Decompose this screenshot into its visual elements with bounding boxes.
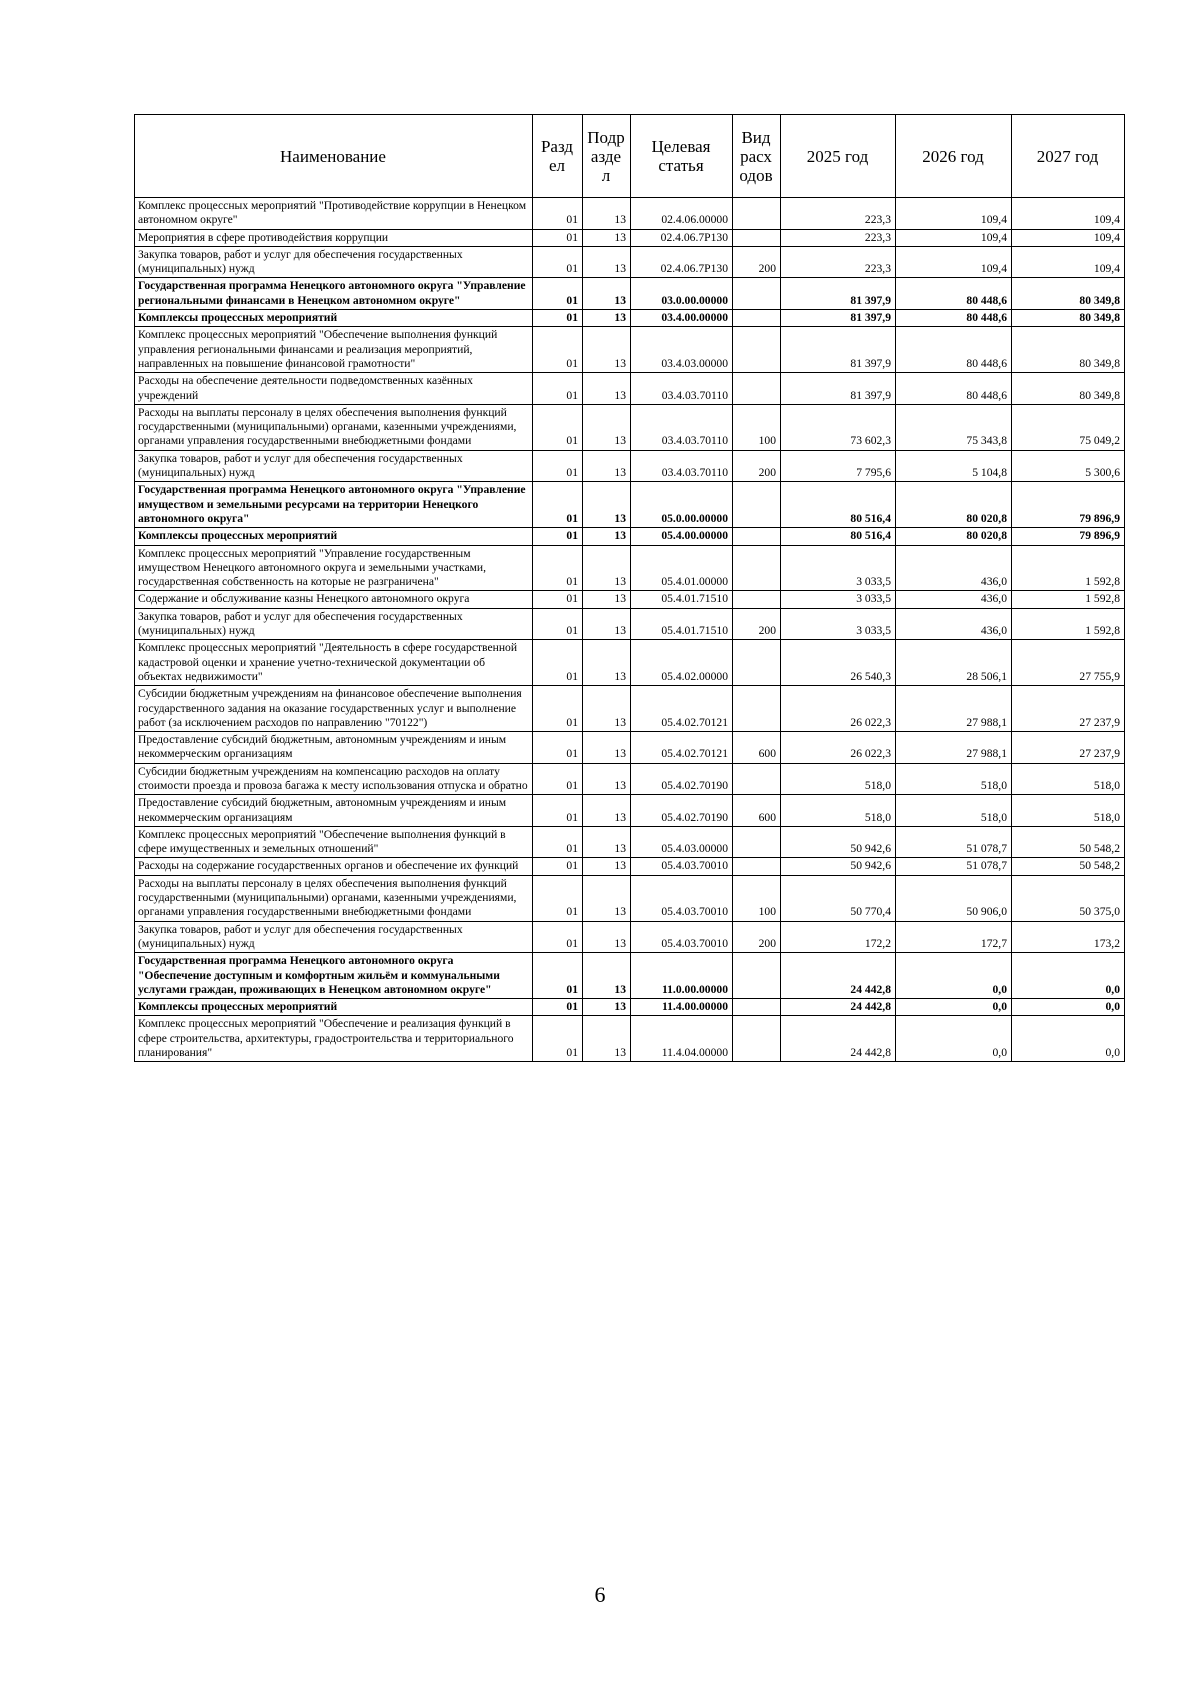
row-target-article: 03.4.03.70110 xyxy=(631,373,733,405)
row-podrazdel: 13 xyxy=(583,640,631,686)
row-target-article: 11.4.00.00000 xyxy=(631,999,733,1016)
row-value-2026: 109,4 xyxy=(896,198,1012,230)
row-name: Мероприятия в сфере противодействия коррупции xyxy=(135,229,533,246)
row-name: Комплекс процессных мероприятий "Обеспечение выполнения функций управления региональными финансами и реализация мероприятий, направленных на повышение финансовой грамотности" xyxy=(135,327,533,373)
row-razdel: 01 xyxy=(533,246,583,278)
row-value-2025: 73 602,3 xyxy=(781,404,896,450)
row-value-2027: 80 349,8 xyxy=(1012,278,1125,310)
row-podrazdel: 13 xyxy=(583,1016,631,1062)
row-razdel: 01 xyxy=(533,999,583,1016)
row-podrazdel: 13 xyxy=(583,686,631,732)
row-value-2025: 24 442,8 xyxy=(781,999,896,1016)
row-expense-type: 100 xyxy=(733,404,781,450)
row-value-2026: 80 448,6 xyxy=(896,327,1012,373)
row-podrazdel: 13 xyxy=(583,310,631,327)
row-name: Государственная программа Ненецкого автономного округа "Обеспечение доступным и комфортным жильём и коммунальными услугами граждан, проживающих в Ненецком автономном округе" xyxy=(135,953,533,999)
table-row xyxy=(135,921,1125,953)
row-value-2027: 80 349,8 xyxy=(1012,327,1125,373)
row-value-2025: 81 397,9 xyxy=(781,327,896,373)
row-razdel: 01 xyxy=(533,373,583,405)
row-name: Комплексы процессных мероприятий xyxy=(135,999,533,1016)
row-name: Содержание и обслуживание казны Ненецкого автономного округа xyxy=(135,591,533,608)
row-podrazdel: 13 xyxy=(583,999,631,1016)
row-value-2025: 172,2 xyxy=(781,921,896,953)
row-value-2026: 5 104,8 xyxy=(896,450,1012,482)
row-razdel: 01 xyxy=(533,953,583,999)
row-razdel: 01 xyxy=(533,826,583,858)
row-value-2026: 109,4 xyxy=(896,246,1012,278)
row-razdel: 01 xyxy=(533,545,583,591)
row-value-2025: 81 397,9 xyxy=(781,310,896,327)
row-value-2026: 436,0 xyxy=(896,591,1012,608)
row-podrazdel: 13 xyxy=(583,450,631,482)
row-target-article: 02.4.06.7Р130 xyxy=(631,229,733,246)
header-year-2025: 2025 год xyxy=(781,115,896,198)
row-value-2025: 81 397,9 xyxy=(781,278,896,310)
row-value-2027: 80 349,8 xyxy=(1012,310,1125,327)
row-name: Комплекс процессных мероприятий "Деятельность в сфере государственной кадастровой оценки и хранение учетно-технической документации об объектах недвижимости" xyxy=(135,640,533,686)
row-expense-type xyxy=(733,545,781,591)
row-value-2026: 27 988,1 xyxy=(896,732,1012,764)
page-number: 6 xyxy=(594,1582,606,1607)
table-row xyxy=(135,640,1125,686)
row-value-2027: 0,0 xyxy=(1012,1016,1125,1062)
row-value-2025: 223,3 xyxy=(781,198,896,230)
row-value-2027: 518,0 xyxy=(1012,795,1125,827)
row-expense-type xyxy=(733,953,781,999)
row-name: Расходы на выплаты персоналу в целях обеспечения выполнения функций государственными (муниципальными) органами, казенными учреждениями, органами управления государственными внебюджетными фондами xyxy=(135,875,533,921)
row-value-2026: 436,0 xyxy=(896,545,1012,591)
row-name: Расходы на выплаты персоналу в целях обеспечения выполнения функций государственными (муниципальными) органами, казенными учреждениями, органами управления государственными внебюджетными фондами xyxy=(135,404,533,450)
row-value-2027: 0,0 xyxy=(1012,999,1125,1016)
row-expense-type xyxy=(733,198,781,230)
header-podrazdel: Подр азде л xyxy=(583,115,631,198)
row-value-2027: 75 049,2 xyxy=(1012,404,1125,450)
row-target-article: 05.4.02.70121 xyxy=(631,732,733,764)
row-target-article: 05.4.02.70190 xyxy=(631,795,733,827)
row-razdel: 01 xyxy=(533,608,583,640)
row-podrazdel: 13 xyxy=(583,545,631,591)
row-razdel: 01 xyxy=(533,686,583,732)
row-target-article: 05.4.00.00000 xyxy=(631,528,733,545)
row-podrazdel: 13 xyxy=(583,404,631,450)
row-value-2027: 173,2 xyxy=(1012,921,1125,953)
row-expense-type: 200 xyxy=(733,246,781,278)
table-row xyxy=(135,327,1125,373)
row-expense-type xyxy=(733,763,781,795)
row-value-2027: 109,4 xyxy=(1012,246,1125,278)
row-value-2026: 80 448,6 xyxy=(896,373,1012,405)
row-value-2025: 518,0 xyxy=(781,795,896,827)
row-podrazdel: 13 xyxy=(583,482,631,528)
row-razdel: 01 xyxy=(533,732,583,764)
row-expense-type: 200 xyxy=(733,921,781,953)
row-podrazdel: 13 xyxy=(583,732,631,764)
row-name: Комплекс процессных мероприятий "Управление государственным имуществом Ненецкого автономного округа и земельными участками, государственная собственность на которые не разграничена" xyxy=(135,545,533,591)
row-value-2027: 1 592,8 xyxy=(1012,591,1125,608)
row-value-2026: 80 448,6 xyxy=(896,310,1012,327)
row-expense-type xyxy=(733,1016,781,1062)
row-value-2027: 518,0 xyxy=(1012,763,1125,795)
row-razdel: 01 xyxy=(533,310,583,327)
row-value-2025: 26 022,3 xyxy=(781,686,896,732)
row-expense-type: 200 xyxy=(733,450,781,482)
table-row xyxy=(135,732,1125,764)
row-podrazdel: 13 xyxy=(583,327,631,373)
table-row xyxy=(135,482,1125,528)
row-value-2025: 518,0 xyxy=(781,763,896,795)
table-row xyxy=(135,404,1125,450)
table-row xyxy=(135,953,1125,999)
row-razdel: 01 xyxy=(533,404,583,450)
row-value-2026: 0,0 xyxy=(896,999,1012,1016)
row-podrazdel: 13 xyxy=(583,763,631,795)
table-row xyxy=(135,763,1125,795)
table-row xyxy=(135,246,1125,278)
row-target-article: 11.0.00.00000 xyxy=(631,953,733,999)
header-name: Наименование xyxy=(135,115,533,198)
table-row xyxy=(135,373,1125,405)
row-expense-type xyxy=(733,640,781,686)
row-value-2025: 50 770,4 xyxy=(781,875,896,921)
row-value-2026: 28 506,1 xyxy=(896,640,1012,686)
row-podrazdel: 13 xyxy=(583,921,631,953)
row-razdel: 01 xyxy=(533,763,583,795)
row-value-2026: 0,0 xyxy=(896,1016,1012,1062)
row-target-article: 05.4.02.00000 xyxy=(631,640,733,686)
row-expense-type xyxy=(733,686,781,732)
row-podrazdel: 13 xyxy=(583,198,631,230)
row-expense-type xyxy=(733,373,781,405)
row-value-2025: 24 442,8 xyxy=(781,1016,896,1062)
row-name: Закупка товаров, работ и услуг для обеспечения государственных (муниципальных) нужд xyxy=(135,921,533,953)
row-value-2026: 109,4 xyxy=(896,229,1012,246)
table-row xyxy=(135,1016,1125,1062)
row-target-article: 05.4.03.70010 xyxy=(631,858,733,875)
row-value-2027: 5 300,6 xyxy=(1012,450,1125,482)
row-razdel: 01 xyxy=(533,450,583,482)
row-expense-type xyxy=(733,826,781,858)
row-podrazdel: 13 xyxy=(583,373,631,405)
row-value-2026: 80 448,6 xyxy=(896,278,1012,310)
row-value-2026: 80 020,8 xyxy=(896,482,1012,528)
row-target-article: 05.4.02.70121 xyxy=(631,686,733,732)
row-podrazdel: 13 xyxy=(583,875,631,921)
row-podrazdel: 13 xyxy=(583,826,631,858)
row-name: Государственная программа Ненецкого автономного округа "Управление имуществом и земельными ресурсами на территории Ненецкого автономного округа" xyxy=(135,482,533,528)
row-value-2025: 223,3 xyxy=(781,246,896,278)
row-razdel: 01 xyxy=(533,198,583,230)
table-row xyxy=(135,278,1125,310)
table-row xyxy=(135,310,1125,327)
row-target-article: 03.4.03.70110 xyxy=(631,404,733,450)
row-value-2026: 75 343,8 xyxy=(896,404,1012,450)
row-razdel: 01 xyxy=(533,591,583,608)
table-row xyxy=(135,450,1125,482)
row-name: Государственная программа Ненецкого автономного округа "Управление региональными финансами в Ненецком автономном округе" xyxy=(135,278,533,310)
row-podrazdel: 13 xyxy=(583,528,631,545)
row-name: Комплекс процессных мероприятий "Обеспечение и реализация функций в сфере строительства, архитектуры, градостроительства и территориального планирования" xyxy=(135,1016,533,1062)
row-target-article: 05.4.03.70010 xyxy=(631,921,733,953)
row-name: Субсидии бюджетным учреждениям на финансовое обеспечение выполнения государственного задания на оказание государственных услуг и выполнение работ (за исключением расходов по направлению "70122") xyxy=(135,686,533,732)
table-row xyxy=(135,875,1125,921)
row-name: Комплекс процессных мероприятий "Противодействие коррупции в Ненецком автономном округе" xyxy=(135,198,533,230)
header-year-2027: 2027 год xyxy=(1012,115,1125,198)
row-value-2026: 27 988,1 xyxy=(896,686,1012,732)
row-value-2025: 3 033,5 xyxy=(781,545,896,591)
table-row xyxy=(135,686,1125,732)
row-value-2027: 27 755,9 xyxy=(1012,640,1125,686)
row-value-2025: 81 397,9 xyxy=(781,373,896,405)
row-value-2027: 50 375,0 xyxy=(1012,875,1125,921)
row-target-article: 11.4.04.00000 xyxy=(631,1016,733,1062)
table-row xyxy=(135,795,1125,827)
row-value-2026: 518,0 xyxy=(896,795,1012,827)
row-target-article: 03.4.03.00000 xyxy=(631,327,733,373)
row-expense-type xyxy=(733,591,781,608)
row-expense-type xyxy=(733,482,781,528)
row-razdel: 01 xyxy=(533,640,583,686)
budget-table xyxy=(134,114,1125,1062)
row-target-article: 02.4.06.7Р130 xyxy=(631,246,733,278)
row-value-2025: 50 942,6 xyxy=(781,858,896,875)
row-name: Комплексы процессных мероприятий xyxy=(135,310,533,327)
row-podrazdel: 13 xyxy=(583,246,631,278)
row-name: Субсидии бюджетным учреждениям на компенсацию расходов на оплату стоимости проезда и провоза багажа к месту использования отпуска и обратно xyxy=(135,763,533,795)
row-value-2026: 50 906,0 xyxy=(896,875,1012,921)
header-year-2026: 2026 год xyxy=(896,115,1012,198)
row-podrazdel: 13 xyxy=(583,278,631,310)
row-target-article: 02.4.06.00000 xyxy=(631,198,733,230)
row-expense-type: 100 xyxy=(733,875,781,921)
row-podrazdel: 13 xyxy=(583,953,631,999)
row-name: Закупка товаров, работ и услуг для обеспечения государственных (муниципальных) нужд xyxy=(135,246,533,278)
row-name: Закупка товаров, работ и услуг для обеспечения государственных (муниципальных) нужд xyxy=(135,450,533,482)
row-value-2025: 80 516,4 xyxy=(781,528,896,545)
row-podrazdel: 13 xyxy=(583,591,631,608)
row-value-2025: 7 795,6 xyxy=(781,450,896,482)
row-value-2027: 1 592,8 xyxy=(1012,608,1125,640)
row-value-2027: 79 896,9 xyxy=(1012,482,1125,528)
row-razdel: 01 xyxy=(533,229,583,246)
row-target-article: 05.0.00.00000 xyxy=(631,482,733,528)
row-value-2025: 3 033,5 xyxy=(781,608,896,640)
row-target-article: 03.4.00.00000 xyxy=(631,310,733,327)
row-expense-type xyxy=(733,858,781,875)
table-row xyxy=(135,545,1125,591)
row-expense-type xyxy=(733,327,781,373)
row-value-2027: 109,4 xyxy=(1012,198,1125,230)
row-expense-type xyxy=(733,229,781,246)
row-razdel: 01 xyxy=(533,278,583,310)
header-razdel: Разд ел xyxy=(533,115,583,198)
row-value-2027: 27 237,9 xyxy=(1012,732,1125,764)
table-row xyxy=(135,858,1125,875)
row-razdel: 01 xyxy=(533,858,583,875)
row-value-2025: 80 516,4 xyxy=(781,482,896,528)
row-value-2027: 50 548,2 xyxy=(1012,826,1125,858)
row-value-2026: 172,7 xyxy=(896,921,1012,953)
table-body xyxy=(135,198,1125,1062)
row-name: Комплекс процессных мероприятий "Обеспечение выполнения функций в сфере имущественных и земельных отношений" xyxy=(135,826,533,858)
row-target-article: 05.4.01.71510 xyxy=(631,608,733,640)
row-name: Расходы на обеспечение деятельности подведомственных казённых учреждений xyxy=(135,373,533,405)
row-target-article: 03.0.00.00000 xyxy=(631,278,733,310)
row-value-2026: 51 078,7 xyxy=(896,858,1012,875)
row-razdel: 01 xyxy=(533,482,583,528)
table-row xyxy=(135,528,1125,545)
row-value-2026: 518,0 xyxy=(896,763,1012,795)
row-podrazdel: 13 xyxy=(583,608,631,640)
row-expense-type: 600 xyxy=(733,795,781,827)
row-value-2027: 0,0 xyxy=(1012,953,1125,999)
row-value-2027: 1 592,8 xyxy=(1012,545,1125,591)
row-expense-type xyxy=(733,278,781,310)
row-razdel: 01 xyxy=(533,528,583,545)
row-podrazdel: 13 xyxy=(583,858,631,875)
row-value-2026: 436,0 xyxy=(896,608,1012,640)
table-row xyxy=(135,591,1125,608)
row-target-article: 03.4.03.70110 xyxy=(631,450,733,482)
table-row xyxy=(135,608,1125,640)
table-row xyxy=(135,826,1125,858)
row-razdel: 01 xyxy=(533,921,583,953)
table-header-row xyxy=(135,115,1125,198)
header-target-article: Целевая статья xyxy=(631,115,733,198)
row-value-2025: 24 442,8 xyxy=(781,953,896,999)
row-name: Предоставление субсидий бюджетным, автономным учреждениям и иным некоммерческим организациям xyxy=(135,732,533,764)
row-value-2027: 27 237,9 xyxy=(1012,686,1125,732)
row-value-2027: 79 896,9 xyxy=(1012,528,1125,545)
row-value-2025: 26 540,3 xyxy=(781,640,896,686)
header-expense-type: Вид расх одов xyxy=(733,115,781,198)
row-name: Комплексы процессных мероприятий xyxy=(135,528,533,545)
row-razdel: 01 xyxy=(533,875,583,921)
row-value-2025: 50 942,6 xyxy=(781,826,896,858)
table-row xyxy=(135,229,1125,246)
row-expense-type xyxy=(733,310,781,327)
row-value-2025: 223,3 xyxy=(781,229,896,246)
row-target-article: 05.4.03.70010 xyxy=(631,875,733,921)
row-expense-type xyxy=(733,999,781,1016)
row-target-article: 05.4.01.71510 xyxy=(631,591,733,608)
table-row xyxy=(135,198,1125,230)
row-value-2026: 0,0 xyxy=(896,953,1012,999)
row-podrazdel: 13 xyxy=(583,229,631,246)
row-value-2025: 3 033,5 xyxy=(781,591,896,608)
table-row xyxy=(135,999,1125,1016)
row-target-article: 05.4.03.00000 xyxy=(631,826,733,858)
row-expense-type: 200 xyxy=(733,608,781,640)
row-razdel: 01 xyxy=(533,1016,583,1062)
row-value-2027: 80 349,8 xyxy=(1012,373,1125,405)
row-name: Расходы на содержание государственных органов и обеспечение их функций xyxy=(135,858,533,875)
row-value-2026: 51 078,7 xyxy=(896,826,1012,858)
row-podrazdel: 13 xyxy=(583,795,631,827)
row-value-2027: 50 548,2 xyxy=(1012,858,1125,875)
row-target-article: 05.4.02.70190 xyxy=(631,763,733,795)
row-target-article: 05.4.01.00000 xyxy=(631,545,733,591)
row-name: Закупка товаров, работ и услуг для обеспечения государственных (муниципальных) нужд xyxy=(135,608,533,640)
row-value-2026: 80 020,8 xyxy=(896,528,1012,545)
row-value-2027: 109,4 xyxy=(1012,229,1125,246)
row-value-2025: 26 022,3 xyxy=(781,732,896,764)
row-expense-type: 600 xyxy=(733,732,781,764)
row-name: Предоставление субсидий бюджетным, автономным учреждениям и иным некоммерческим организациям xyxy=(135,795,533,827)
row-razdel: 01 xyxy=(533,795,583,827)
row-razdel: 01 xyxy=(533,327,583,373)
row-expense-type xyxy=(733,528,781,545)
